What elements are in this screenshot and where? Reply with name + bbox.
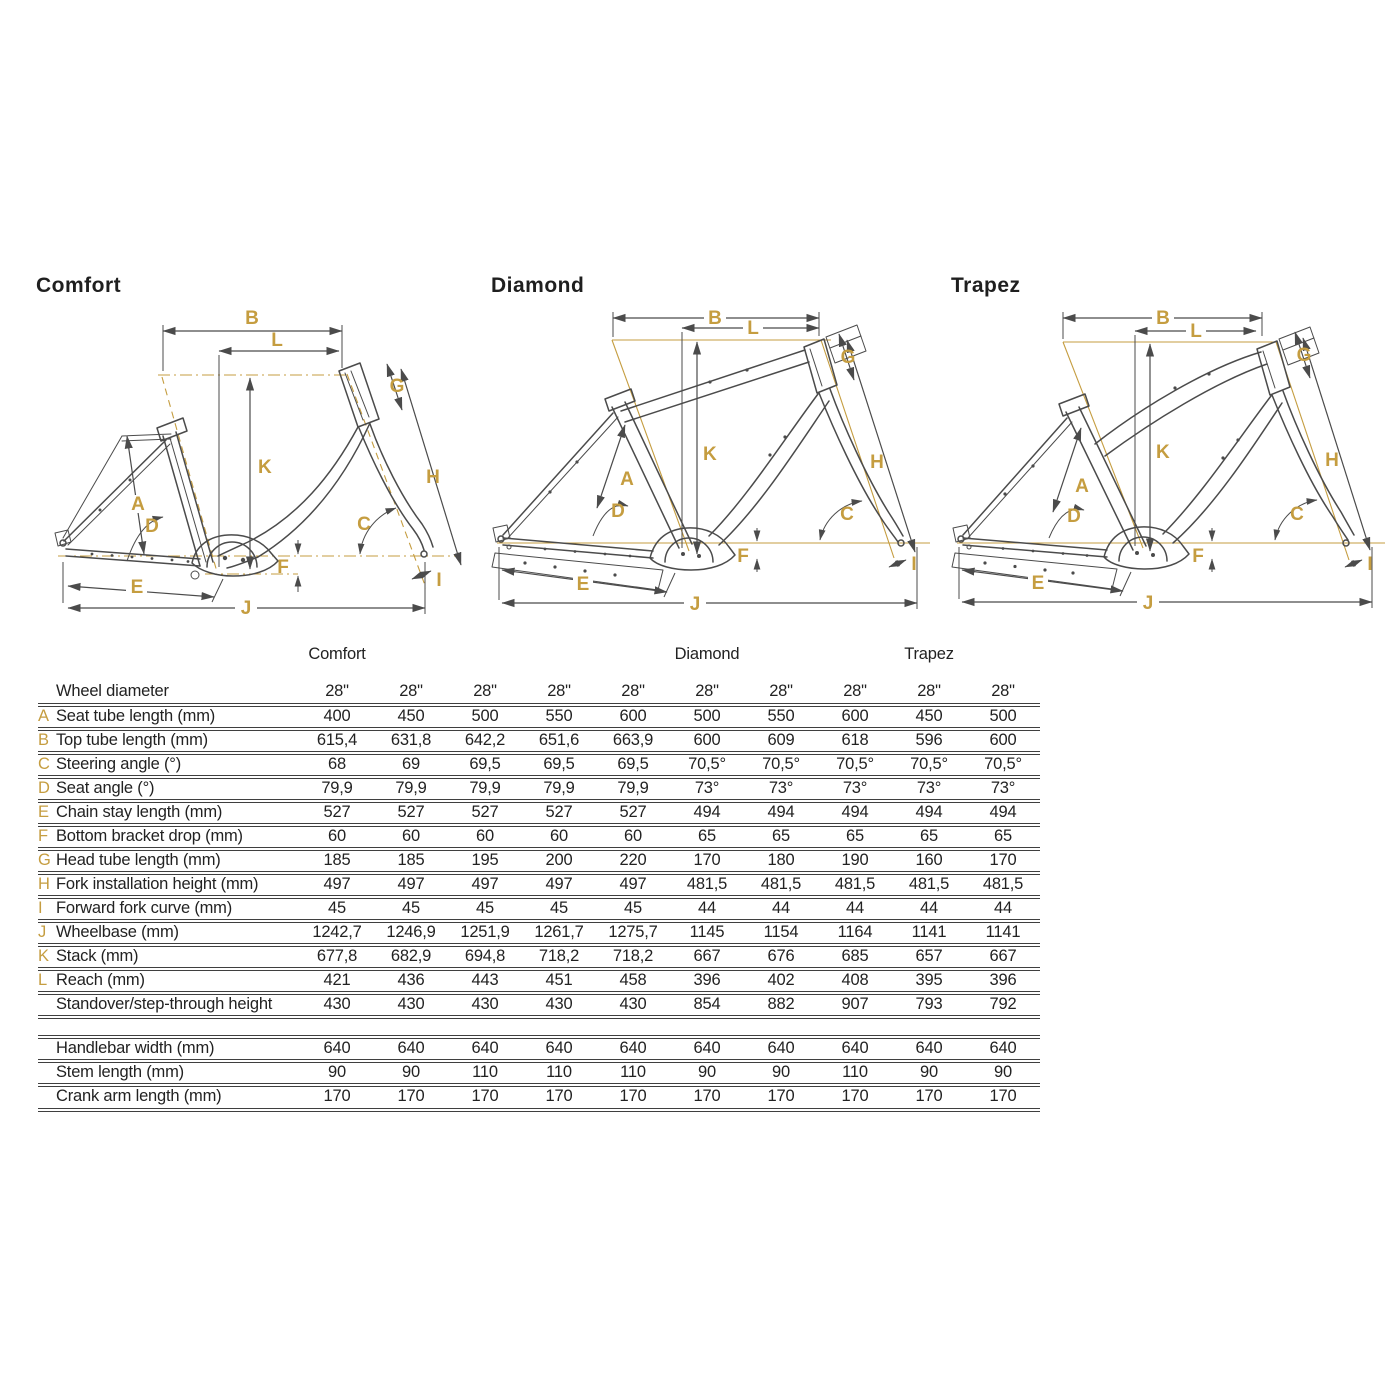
row-header: [38, 995, 300, 1016]
table-row: [38, 995, 1040, 1019]
table-cell: 550: [767, 707, 795, 725]
table-cell: 28": [621, 682, 645, 700]
table-cell: 497: [397, 875, 425, 893]
row-header: [38, 779, 300, 800]
table-cell: 69,5: [617, 755, 649, 773]
dim-letter-C: C: [840, 504, 854, 525]
table-cell: 60: [476, 827, 494, 845]
table-cell: 600: [693, 731, 721, 749]
table-row: [38, 1063, 1040, 1087]
table-cell: 79,9: [469, 779, 501, 797]
table-cell: 79,9: [321, 779, 353, 797]
table-cell: 618: [841, 731, 869, 749]
row-label: Wheelbase (mm): [56, 923, 179, 941]
table-cell: 190: [841, 851, 869, 869]
table-cell: 481,5: [834, 875, 876, 893]
table-cell: 667: [989, 947, 1017, 965]
table-row: [38, 803, 1040, 827]
table-cell: 60: [550, 827, 568, 845]
table-cell: 45: [402, 899, 420, 917]
table-cell: 657: [915, 947, 943, 965]
table-cell: 65: [698, 827, 716, 845]
row-header: [38, 851, 300, 872]
table-cell: 60: [402, 827, 420, 845]
table-row: [38, 923, 1040, 947]
row-label: Seat tube length (mm): [56, 707, 216, 725]
table-cell: 854: [693, 995, 721, 1013]
row-label: Chain stay length (mm): [56, 803, 223, 821]
row-letter: A: [38, 707, 49, 725]
table-cell: 200: [545, 851, 573, 869]
table-cell: 421: [323, 971, 351, 989]
table-cell: 430: [397, 995, 425, 1013]
dim-letter-C: C: [357, 514, 371, 535]
dim-letter-C: C: [1290, 504, 1304, 525]
table-cell: 110: [472, 1063, 498, 1081]
table-cell: 65: [772, 827, 790, 845]
table-cell: 160: [915, 851, 943, 869]
table-cell: 185: [323, 851, 351, 869]
dim-letter-D: D: [611, 501, 625, 522]
table-cell: 793: [915, 995, 943, 1013]
table-cell: 170: [767, 1087, 795, 1105]
table-cell: 718,2: [612, 947, 654, 965]
table-cell: 481,5: [760, 875, 802, 893]
table-cell: 640: [693, 1039, 721, 1057]
table-cell: 600: [989, 731, 1017, 749]
table-cell: 430: [471, 995, 499, 1013]
diamond-dimension-letters: [573, 308, 917, 615]
dim-letter-G: G: [389, 376, 405, 397]
table-cell: 44: [920, 899, 938, 917]
dim-letter-J: J: [240, 598, 252, 619]
row-header: [38, 827, 300, 848]
row-letter: D: [38, 779, 50, 797]
table-cell: 600: [841, 707, 869, 725]
table-cell: 70,5°: [688, 755, 726, 773]
diagram-trapez-title: Trapez: [951, 274, 1021, 297]
table-cell: 70,5°: [910, 755, 948, 773]
table-cell: 450: [915, 707, 943, 725]
table-cell: 430: [323, 995, 351, 1013]
table-cell: 677,8: [316, 947, 358, 965]
comfort-dimension-letters: [126, 308, 442, 619]
table-cell: 90: [994, 1063, 1012, 1081]
table-row: [38, 899, 1040, 923]
table-cell: 443: [471, 971, 499, 989]
diagram-diamond-title: Diamond: [491, 274, 585, 297]
table-cell: 640: [471, 1039, 499, 1057]
table-group-header: [448, 664, 522, 666]
dim-letter-H: H: [1325, 450, 1339, 471]
row-header: [38, 731, 300, 752]
table-cell: 1246,9: [386, 923, 436, 941]
table-cell: 1164: [837, 923, 873, 941]
row-label: Top tube length (mm): [56, 731, 208, 749]
table-cell: 73°: [768, 779, 794, 797]
row-header: [38, 1039, 300, 1060]
diagram-comfort-title: Comfort: [36, 274, 122, 297]
table-cell: 640: [767, 1039, 795, 1057]
comfort-frame-outline: [55, 363, 433, 579]
table-cell: 90: [402, 1063, 420, 1081]
table-group-header: [596, 664, 670, 666]
table-cell: 79,9: [617, 779, 649, 797]
table-cell: 70,5°: [836, 755, 874, 773]
row-label: Stem length (mm): [56, 1063, 184, 1081]
dim-letter-E: E: [576, 574, 590, 595]
row-letter: I: [38, 899, 43, 917]
table-cell: 1275,7: [608, 923, 658, 941]
dim-letter-D: D: [1067, 506, 1081, 527]
table-cell: 600: [619, 707, 647, 725]
row-letter: F: [38, 827, 48, 845]
table-row: [38, 971, 1040, 995]
table-cell: 110: [842, 1063, 868, 1081]
table-cell: 45: [624, 899, 642, 917]
dim-letter-I: I: [436, 570, 442, 591]
row-letter: B: [38, 731, 49, 749]
table-cell: 609: [767, 731, 795, 749]
table-row: [38, 779, 1040, 803]
dim-letter-A: A: [620, 469, 634, 490]
trapez-dimension-letters: [1028, 308, 1373, 614]
table-row: [38, 947, 1040, 971]
table-group-header: [966, 664, 1040, 666]
row-label: Seat angle (°): [56, 779, 155, 797]
dim-letter-F: F: [1192, 546, 1204, 567]
table-cell: 430: [545, 995, 573, 1013]
table-cell: 882: [767, 995, 795, 1013]
table-group-header: Trapez: [904, 645, 954, 663]
table-row: [38, 707, 1040, 731]
geometry-table: [38, 642, 1040, 1112]
table-cell: 1261,7: [534, 923, 584, 941]
row-label: Wheel diameter: [56, 682, 169, 700]
table-cell: 170: [323, 1087, 351, 1105]
diagram-trapez: [945, 270, 1400, 632]
table-row: [38, 666, 1040, 707]
table-cell: 45: [476, 899, 494, 917]
table-cell: 430: [619, 995, 647, 1013]
table-cell: 110: [620, 1063, 646, 1081]
table-cell: 451: [545, 971, 573, 989]
table-cell: 90: [698, 1063, 716, 1081]
table-cell: 497: [323, 875, 351, 893]
table-cell: 458: [619, 971, 647, 989]
table-cell: 494: [915, 803, 943, 821]
table-cell: 640: [545, 1039, 573, 1057]
table-cell: 527: [471, 803, 499, 821]
table-cell: 170: [915, 1087, 943, 1105]
table-cell: 640: [619, 1039, 647, 1057]
trapez-frame-outline: [952, 327, 1354, 589]
table-cell: 494: [693, 803, 721, 821]
row-letter: G: [38, 851, 51, 869]
row-header: [38, 875, 300, 896]
table-cell: 663,9: [612, 731, 654, 749]
row-header: [38, 707, 300, 728]
table-group-header: Diamond: [674, 645, 740, 663]
table-cell: 640: [915, 1039, 943, 1057]
table-cell: 436: [397, 971, 425, 989]
table-cell: 60: [624, 827, 642, 845]
table-row: [38, 642, 1040, 666]
table-cell: 28": [991, 682, 1015, 700]
table-cell: 90: [772, 1063, 790, 1081]
table-cell: 195: [471, 851, 499, 869]
table-cell: 792: [989, 995, 1017, 1013]
table-cell: 28": [473, 682, 497, 700]
table-cell: 69,5: [543, 755, 575, 773]
table-cell: 615,4: [316, 731, 358, 749]
table-cell: 73°: [694, 779, 720, 797]
table-row: [38, 731, 1040, 755]
dim-letter-K: K: [703, 444, 717, 465]
table-cell: 28": [399, 682, 423, 700]
table-cell: 79,9: [395, 779, 427, 797]
table-cell: 907: [841, 995, 869, 1013]
row-letter: E: [38, 803, 49, 821]
row-letter: H: [38, 875, 50, 893]
dim-letter-E: E: [130, 577, 144, 598]
dim-letter-B: B: [1156, 308, 1170, 329]
table-cell: 44: [772, 899, 790, 917]
diagram-comfort: [30, 270, 480, 632]
table-cell: 44: [698, 899, 716, 917]
table-cell: 73°: [990, 779, 1016, 797]
row-header: [38, 803, 300, 824]
table-cell: 110: [546, 1063, 572, 1081]
table-cell: 450: [397, 707, 425, 725]
dim-letter-L: L: [1190, 321, 1202, 342]
table-cell: 60: [328, 827, 346, 845]
table-cell: 676: [767, 947, 795, 965]
table-cell: 28": [547, 682, 571, 700]
table-cell: 73°: [842, 779, 868, 797]
dim-letter-J: J: [1142, 593, 1154, 614]
row-header: [38, 971, 300, 992]
table-cell: 494: [989, 803, 1017, 821]
row-letter: K: [38, 947, 49, 965]
table-group-header: [818, 664, 892, 666]
row-label: Bottom bracket drop (mm): [56, 827, 243, 845]
table-cell: 500: [471, 707, 499, 725]
comfort-frame-drawing: [30, 270, 480, 632]
diagram-diamond: [485, 270, 945, 632]
table-cell: 694,8: [464, 947, 506, 965]
table-cell: 170: [841, 1087, 869, 1105]
table-cell: 481,5: [908, 875, 950, 893]
table-cell: 180: [767, 851, 795, 869]
table-cell: 494: [841, 803, 869, 821]
row-letter: J: [38, 923, 47, 941]
table-cell: 170: [693, 851, 721, 869]
table-cell: 631,8: [390, 731, 432, 749]
table-cell: 45: [550, 899, 568, 917]
row-label: Standover/step-through height: [56, 995, 273, 1013]
table-cell: 69,5: [469, 755, 501, 773]
dim-letter-G: G: [840, 347, 856, 368]
dim-letter-A: A: [1075, 476, 1089, 497]
dim-letter-I: I: [911, 554, 917, 575]
table-cell: 400: [323, 707, 351, 725]
table-cell: 1154: [763, 923, 799, 941]
table-cell: 527: [323, 803, 351, 821]
table-cell: 68: [328, 755, 346, 773]
table-cell: 70,5°: [762, 755, 800, 773]
dim-letter-B: B: [245, 308, 259, 329]
table-cell: 395: [915, 971, 943, 989]
table-cell: 1145: [689, 923, 725, 941]
table-cell: 481,5: [982, 875, 1024, 893]
table-row: [38, 1087, 1040, 1112]
table-cell: 500: [989, 707, 1017, 725]
table-cell: 667: [693, 947, 721, 965]
table-group-header: [522, 664, 596, 666]
dim-letter-K: K: [1156, 442, 1170, 463]
table-row: [38, 1039, 1040, 1063]
table-cell: 596: [915, 731, 943, 749]
table-cell: 69: [402, 755, 420, 773]
table-cell: 28": [325, 682, 349, 700]
table-cell: 90: [920, 1063, 938, 1081]
dim-letter-H: H: [426, 467, 440, 488]
table-cell: 65: [846, 827, 864, 845]
table-cell: 497: [619, 875, 647, 893]
table-cell: 685: [841, 947, 869, 965]
row-label: Steering angle (°): [56, 755, 181, 773]
table-cell: 44: [994, 899, 1012, 917]
table-cell: 396: [989, 971, 1017, 989]
dim-letter-L: L: [747, 318, 759, 339]
table-cell: 170: [397, 1087, 425, 1105]
dim-letter-J: J: [689, 594, 701, 615]
table-cell: 497: [471, 875, 499, 893]
table-cell: 28": [917, 682, 941, 700]
table-cell: 170: [693, 1087, 721, 1105]
table-cell: 185: [397, 851, 425, 869]
table-group-header: [374, 664, 448, 666]
dim-letter-I: I: [1367, 554, 1373, 575]
table-cell: 497: [545, 875, 573, 893]
table-cell: 65: [994, 827, 1012, 845]
row-header: [38, 923, 300, 944]
table-group-header: Comfort: [308, 645, 366, 663]
row-label: Forward fork curve (mm): [56, 899, 232, 917]
table-cell: 527: [397, 803, 425, 821]
row-label: Stack (mm): [56, 947, 139, 965]
dim-letter-D: D: [145, 516, 159, 537]
table-cell: 45: [328, 899, 346, 917]
table-cell: 640: [323, 1039, 351, 1057]
row-header: [38, 899, 300, 920]
table-cell: 408: [841, 971, 869, 989]
dim-letter-F: F: [277, 557, 289, 578]
table-corner: [38, 664, 300, 666]
row-header: [38, 755, 300, 776]
table-cell: 44: [846, 899, 864, 917]
table-cell: 527: [545, 803, 573, 821]
table-cell: 170: [471, 1087, 499, 1105]
table-row: [38, 851, 1040, 875]
row-header: [38, 947, 300, 968]
row-header: [38, 1063, 300, 1084]
table-cell: 718,2: [538, 947, 580, 965]
row-header: [38, 1087, 300, 1108]
table-cell: 640: [841, 1039, 869, 1057]
row-label: Crank arm length (mm): [56, 1087, 222, 1105]
dim-letter-B: B: [708, 308, 722, 329]
table-cell: 640: [989, 1039, 1017, 1057]
table-cell: 1242,7: [312, 923, 362, 941]
row-letter: C: [38, 755, 50, 773]
dim-letter-L: L: [271, 330, 283, 351]
row-label: Reach (mm): [56, 971, 145, 989]
table-cell: 170: [619, 1087, 647, 1105]
table-row: [38, 755, 1040, 779]
table-cell: 28": [769, 682, 793, 700]
row-header: [38, 682, 300, 703]
trapez-reference-lines: [957, 342, 1385, 560]
table-cell: 1141: [985, 923, 1021, 941]
table-row: [38, 1019, 1040, 1039]
table-row: [38, 875, 1040, 899]
table-row: [38, 827, 1040, 851]
table-cell: 28": [843, 682, 867, 700]
table-group-header: [744, 664, 818, 666]
row-label: Head tube length (mm): [56, 851, 221, 869]
table-cell: 550: [545, 707, 573, 725]
table-cell: 396: [693, 971, 721, 989]
table-cell: 1141: [911, 923, 947, 941]
table-cell: 170: [989, 851, 1017, 869]
table-cell: 481,5: [686, 875, 728, 893]
row-label: Fork installation height (mm): [56, 875, 259, 893]
row-label: Handlebar width (mm): [56, 1039, 215, 1057]
table-cell: 682,9: [390, 947, 432, 965]
table-cell: 28": [695, 682, 719, 700]
table-cell: 70,5°: [984, 755, 1022, 773]
table-cell: 527: [619, 803, 647, 821]
table-cell: 500: [693, 707, 721, 725]
diamond-frame-drawing: [485, 270, 945, 632]
table-cell: 1251,9: [460, 923, 510, 941]
table-cell: 170: [545, 1087, 573, 1105]
table-cell: 642,2: [464, 731, 506, 749]
dim-letter-A: A: [131, 494, 145, 515]
table-cell: 220: [619, 851, 647, 869]
table-cell: 73°: [916, 779, 942, 797]
dim-letter-E: E: [1031, 573, 1045, 594]
table-cell: 494: [767, 803, 795, 821]
table-cell: 65: [920, 827, 938, 845]
table-cell: 651,6: [538, 731, 580, 749]
dim-letter-F: F: [737, 546, 749, 567]
table-cell: 79,9: [543, 779, 575, 797]
table-cell: 640: [397, 1039, 425, 1057]
row-letter: L: [38, 971, 47, 989]
trapez-frame-drawing: [945, 270, 1400, 632]
table-cell: 90: [328, 1063, 346, 1081]
dim-letter-G: G: [1296, 345, 1312, 366]
table-cell: 170: [989, 1087, 1017, 1105]
dim-letter-K: K: [258, 457, 272, 478]
table-cell: 402: [767, 971, 795, 989]
dim-letter-H: H: [870, 452, 884, 473]
